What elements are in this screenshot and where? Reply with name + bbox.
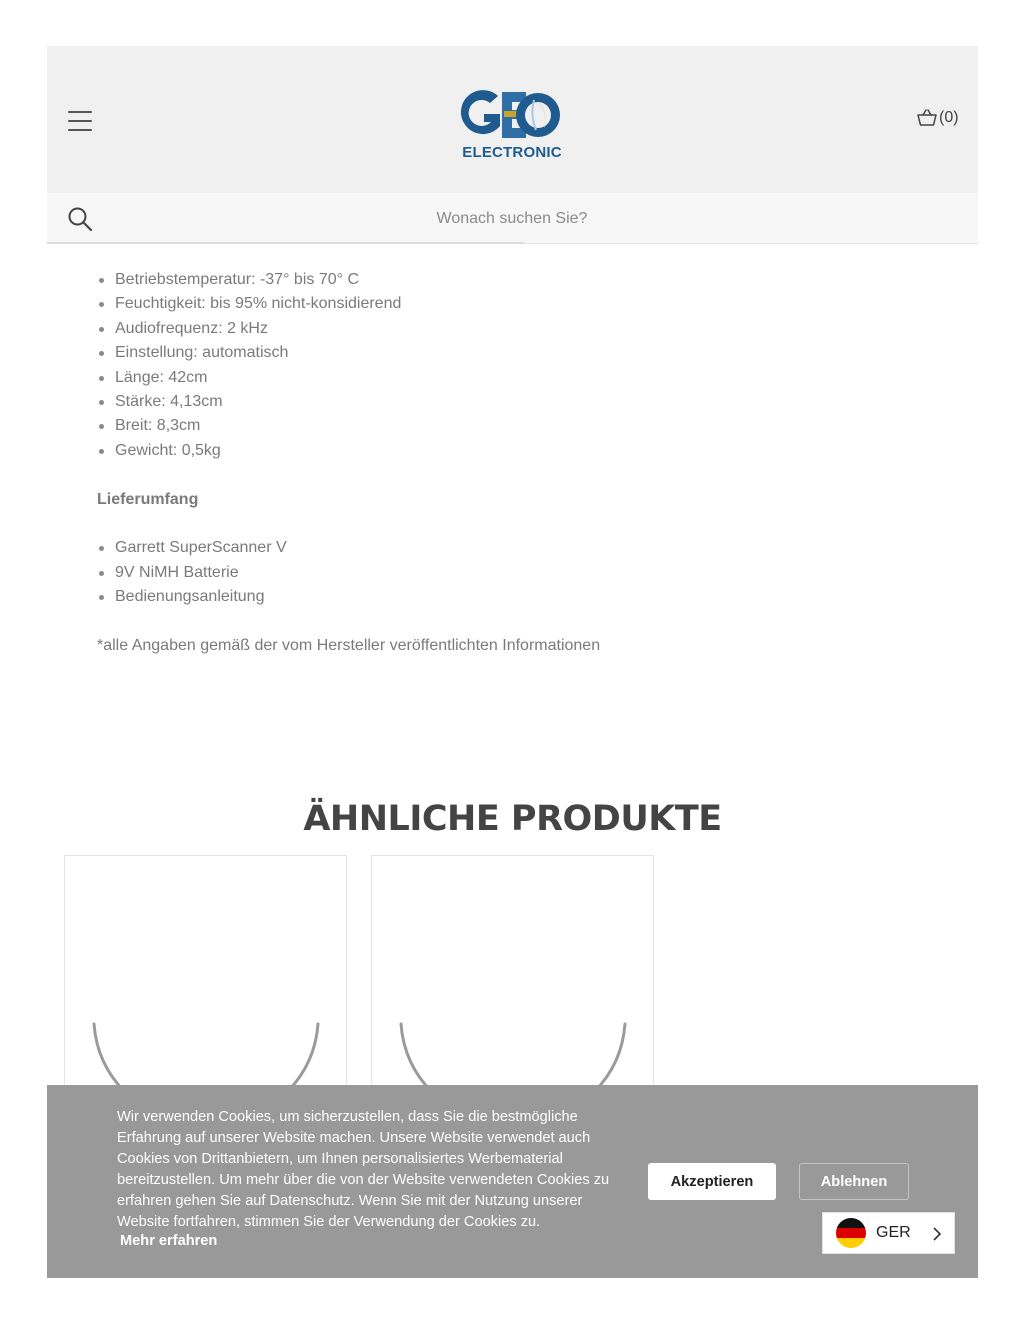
list-item: Betriebstemperatur: -37° bis 70° C [97,268,897,292]
de-flag-icon [836,1218,866,1248]
list-item: Garrett SuperScanner V [97,536,897,560]
list-item: Bedienungsanleitung [97,585,897,609]
language-switcher[interactable] [822,1212,955,1254]
logo-mark-icon [460,86,564,144]
list-item: Stärke: 4,13cm [97,390,897,414]
list-item: Gewicht: 0,5kg [97,439,897,463]
scope-list [97,536,897,609]
loading-spinner-icon [65,856,348,1096]
search-icon[interactable] [67,206,93,232]
scope-title: Lieferumfang [97,491,199,509]
cookie-banner [47,1085,978,1278]
cart-count: (0) [939,109,959,126]
decline-button[interactable]: Ablehnen [799,1163,909,1200]
manufacturer-note: *alle Angaben gemäß der vom Hersteller veröffentlichten Informationen [97,637,601,655]
site-logo[interactable] [460,86,564,161]
language-label: GER [876,1224,911,1241]
cookie-text: Wir verwenden Cookies, um sicherzustellen, dass Sie die bestmögliche Erfahrung auf unserer Website machen. Unsere Website verwendet auch Cookies von Drittanbietern, um Ihnen personalisiertes Werbematerial bereitzustellen. Um mehr über die von der Website verwendeten Cookies zu erfahren gehen Sie auf Datenschutz. Wenn Sie mit der Nutzung unserer Website fortfahren, stimmen Sie der Verwendung der Cookies zu. [117,1109,610,1230]
menu-icon[interactable] [68,111,92,132]
list-item: Breit: 8,3cm [97,414,897,438]
list-item: Einstellung: automatisch [97,341,897,365]
logo-text: ELECTRONIC [462,144,562,161]
cart-button[interactable] [917,107,959,129]
list-item: Länge: 42cm [97,366,897,390]
loading-spinner-icon [372,856,655,1096]
list-item: Audiofrequenz: 2 kHz [97,317,897,341]
product-card[interactable] [64,855,347,1095]
basket-icon [917,109,937,127]
product-card[interactable] [371,855,654,1095]
list-item: 9V NiMH Batterie [97,561,897,585]
related-products-title: ÄHNLICHE PRODUKTE [303,799,722,839]
search-bar [47,193,978,244]
page-frame [47,46,978,1278]
product-description [97,268,897,658]
spec-list [97,268,897,463]
search-input[interactable] [117,203,907,235]
list-item: Feuchtigkeit: bis 95% nicht-konsidierend [97,292,897,316]
accept-button[interactable]: Akzeptieren [648,1163,776,1200]
chevron-right-icon [932,1227,942,1241]
learn-more-link[interactable]: Mehr erfahren [120,1233,218,1249]
site-header [47,46,978,193]
